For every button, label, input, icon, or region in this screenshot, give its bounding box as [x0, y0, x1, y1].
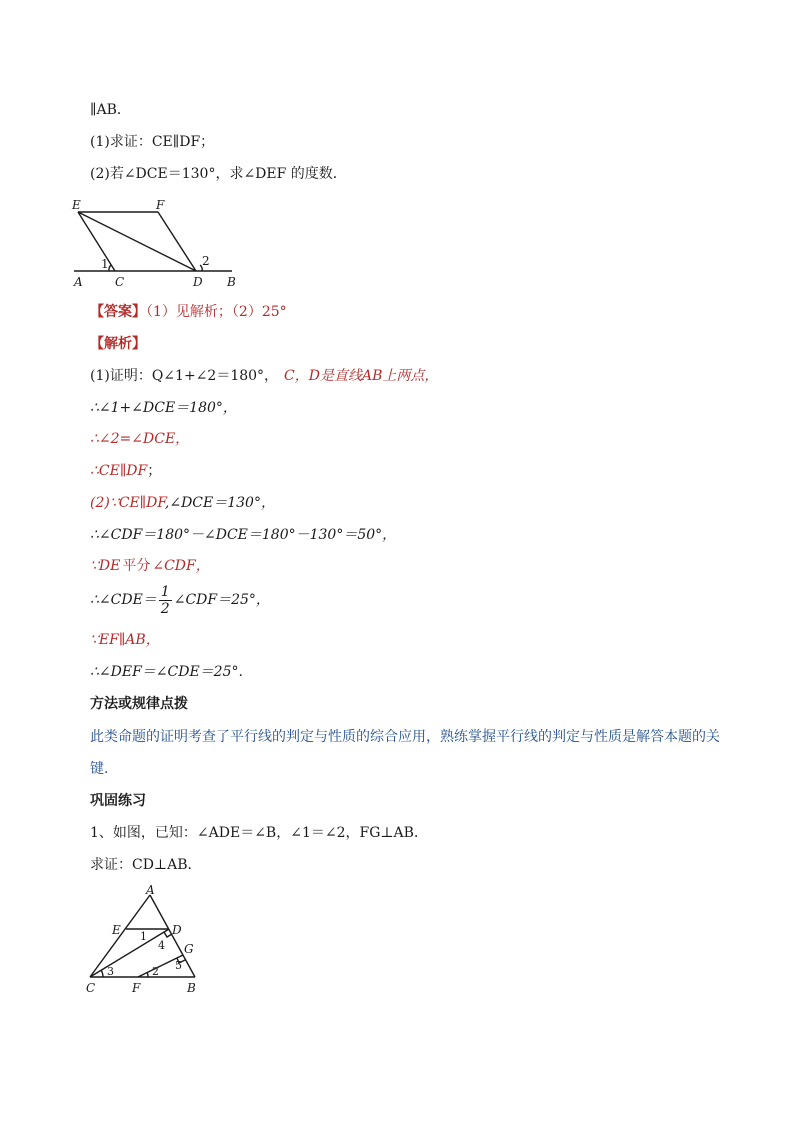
label-A: A [146, 885, 155, 897]
label-angle-3: 3 [107, 965, 114, 978]
practice-question-1: 1、如图，已知：∠ADE＝∠B，∠1＝∠2，FG⊥AB． [90, 825, 428, 841]
label-angle-2: 2 [202, 254, 210, 268]
label-B: B [227, 275, 236, 289]
analysis-step-4 [90, 461, 161, 481]
label-B: B [187, 981, 196, 995]
analysis-step-8 [90, 583, 270, 617]
label-angle-1: 1 [140, 930, 147, 943]
analysis-step-10: ∴∠DEF＝∠CDE＝25°. [90, 664, 243, 680]
label-F: F [156, 198, 165, 212]
label-E: E [72, 198, 81, 212]
step-7-bisects: 平分 [122, 558, 151, 574]
problem-part-2: (2)若∠DCE＝130°，求∠DEF 的度数． [90, 166, 347, 182]
problem-part-1: (1)求证：CE∥DF； [90, 134, 215, 150]
method-text-line-1: 此类命题的证明考查了平行线的判定与性质的综合应用，熟练掌握平行线的判定与性质是解答本题的关 [90, 729, 720, 745]
figure-triangle [80, 885, 210, 1000]
answer-tag: 【答案】 [90, 304, 146, 320]
analysis-step-2: ∴∠1+∠DCE＝180°， [90, 400, 237, 416]
problem-line-1: ∥AB． [90, 102, 131, 118]
analysis-step-7 [90, 556, 210, 576]
step-8-right: ∠CDF＝25°， [173, 592, 270, 608]
step-8-left: ∴∠CDE＝ [90, 592, 157, 608]
step-4-statement: ∴CE∥DF [90, 463, 148, 479]
analysis-step-6: ∴∠CDF＝180°－∠DCE＝180°－130°＝50°， [90, 527, 397, 543]
method-text-line-2: 键． [90, 761, 118, 777]
label-C: C [86, 981, 96, 995]
step-1-note: C，D是直线AB上两点， [284, 368, 439, 384]
angle-1-arc [109, 265, 111, 271]
figure-parallelogram [70, 196, 250, 291]
label-D: D [193, 275, 203, 289]
analysis-step-5 [90, 493, 275, 513]
label-angle-1: 1 [101, 257, 109, 271]
label-E: E [112, 923, 121, 937]
step-5-given: (2)∵CE∥DF [90, 495, 165, 511]
label-A: A [74, 275, 83, 289]
step-4-punct: ； [147, 463, 162, 479]
label-angle-2: 2 [152, 965, 159, 978]
label-angle-4: 4 [158, 939, 165, 952]
step-1-formula: (1)证明：Q∠1+∠2＝180°， [90, 368, 279, 384]
angle-3-arc [101, 970, 103, 977]
step-7-segment: ∵DE [90, 558, 121, 574]
angle-2-arc [147, 972, 148, 977]
analysis-tag: 【解析】 [90, 336, 146, 352]
label-C: C [115, 275, 125, 289]
analysis-step-1 [90, 366, 438, 386]
analysis-step-3: ∴∠2=∠DCE， [90, 431, 190, 447]
method-heading: 方法或规律点拨 [90, 696, 188, 712]
practice-heading: 巩固练习 [90, 793, 146, 809]
step-7-angle: ∠CDF， [152, 558, 210, 574]
fraction-denominator: 2 [160, 600, 170, 617]
practice-prove: 求证：CD⊥AB． [90, 857, 202, 873]
analysis-step-9: ∵EF∥AB， [90, 632, 160, 648]
answer-line [90, 302, 287, 322]
label-angle-5: 5 [175, 959, 182, 972]
answer-text: （1）见解析；（2）25° [146, 304, 287, 320]
fraction-numerator: 1 [160, 583, 170, 600]
label-D: D [172, 923, 182, 937]
label-F: F [132, 981, 141, 995]
label-G: G [184, 942, 194, 956]
step-5-angle: ,∠DCE＝130°， [164, 495, 275, 511]
fraction-one-half [159, 584, 172, 617]
